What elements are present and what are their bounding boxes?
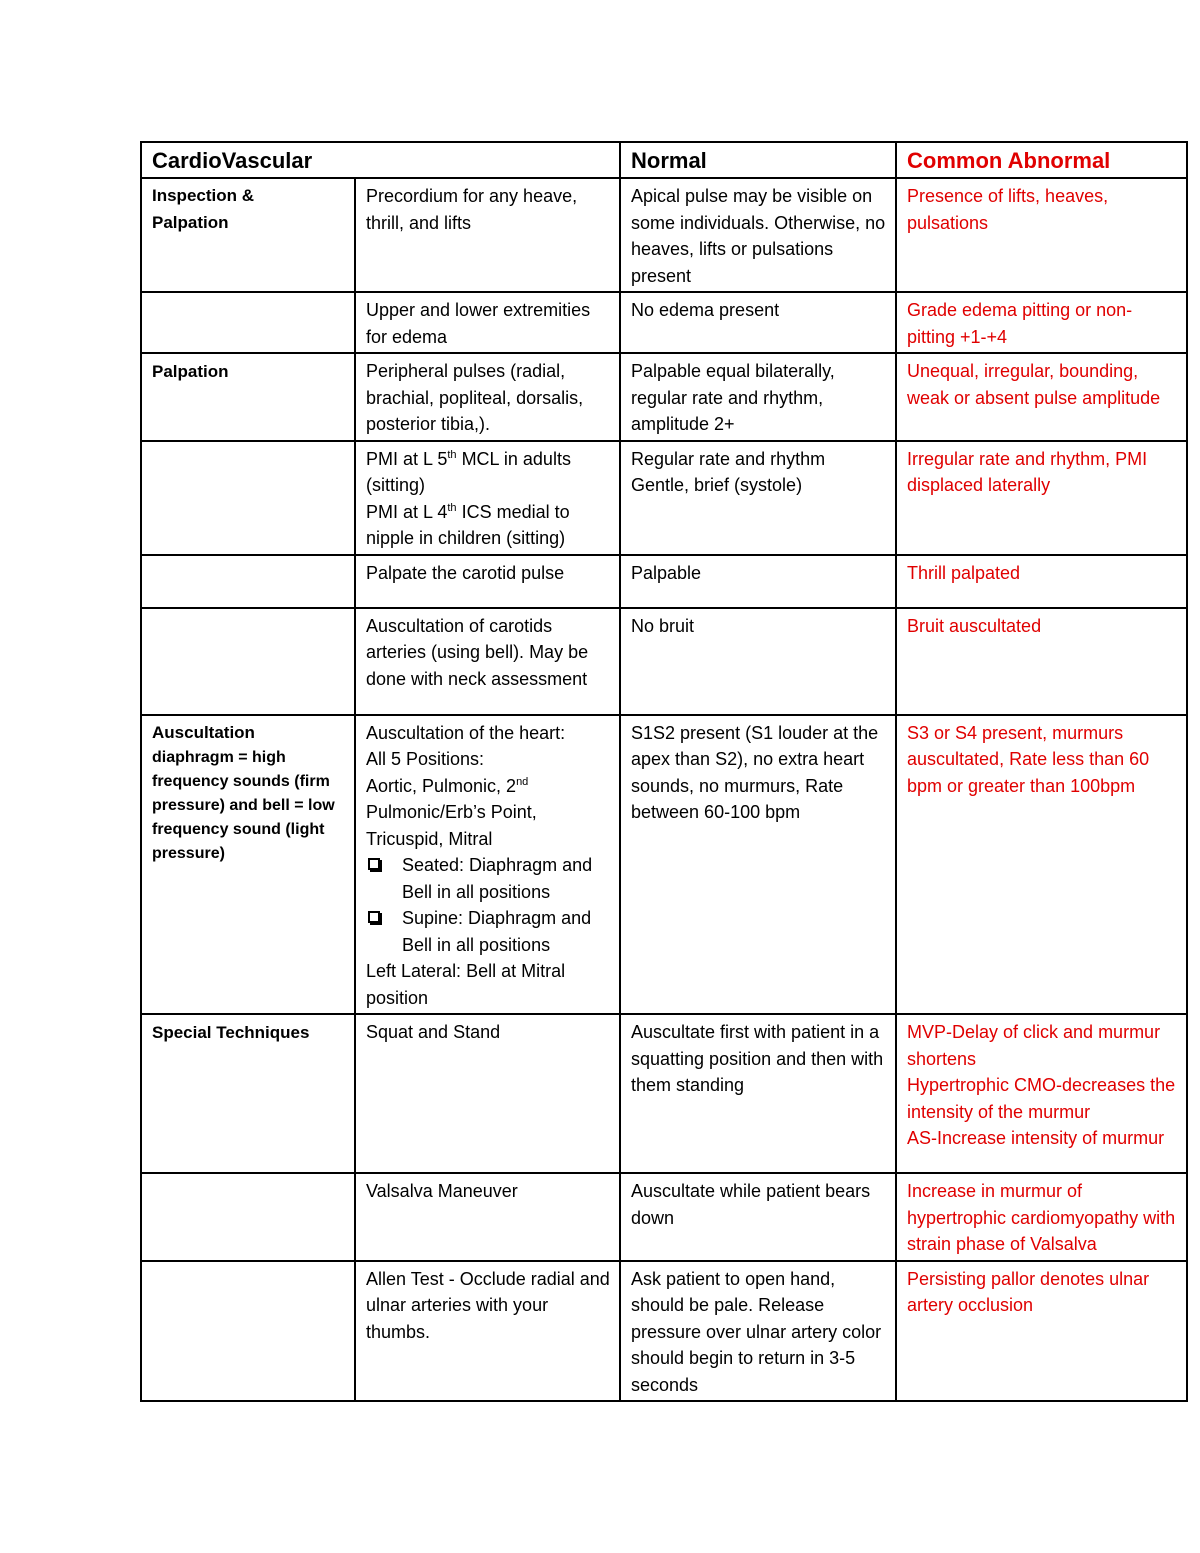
table-row	[141, 441, 1187, 555]
checkbox-icon	[368, 911, 380, 923]
row-technique	[355, 441, 620, 555]
checklist-item	[366, 905, 611, 958]
checklist-item	[366, 852, 611, 905]
technique-line: Auscultation of the heart:	[366, 722, 566, 743]
category-note: diaphragm = high frequency sounds (firm pressure) and bell = low frequency sound (light pressure)	[152, 749, 335, 862]
row-category	[141, 178, 355, 292]
table-row	[141, 715, 1187, 1015]
superscript: th	[447, 501, 457, 514]
table-row	[141, 555, 1187, 608]
checkbox-icon	[368, 858, 380, 870]
row-abnormal: Persisting pallor denotes ulnar artery occlusion	[896, 1261, 1187, 1402]
row-abnormal	[896, 1014, 1187, 1173]
table-row	[141, 1014, 1187, 1173]
row-normal: Palpable equal bilaterally, regular rate and rhythm, amplitude 2+	[620, 353, 896, 441]
normal-line: Gentle, brief (systole)	[631, 475, 803, 495]
abnormal-line: MVP-Delay of click and murmur shortens	[907, 1022, 1161, 1069]
positions-text-continued: Pulmonic/Erb’s Point, Tricuspid, Mitral	[366, 802, 537, 849]
table-row	[141, 178, 1187, 292]
row-normal: Ask patient to open hand, should be pale. Release pressure over ulnar artery color should begin to return in 3-5 seconds	[620, 1261, 896, 1402]
row-technique: Squat and Stand	[355, 1014, 620, 1173]
abnormal-line: AS-Increase intensity of murmur	[907, 1128, 1165, 1148]
technique-line: Left Lateral: Bell at Mitral position	[366, 961, 566, 1008]
row-normal: No edema present	[620, 292, 896, 353]
cardiovascular-assessment-table	[140, 141, 1188, 1402]
row-technique: Precordium for any heave, thrill, and lifts	[355, 178, 620, 292]
category-label-continued: Palpation	[152, 212, 229, 232]
pmi-adult-text-continued: MCL in adults (sitting)	[366, 448, 571, 495]
pmi-adult-text: PMI at L 5	[366, 448, 448, 469]
table-row	[141, 608, 1187, 715]
table-row	[141, 292, 1187, 353]
category-label: Palpation	[152, 362, 229, 381]
row-normal: Auscultate while patient bears down	[620, 1173, 896, 1261]
row-abnormal: Thrill palpated	[896, 555, 1187, 608]
table-row	[141, 353, 1187, 441]
table-header-row	[141, 142, 1187, 178]
technique-line: All 5 Positions:	[366, 749, 485, 769]
row-abnormal: Unequal, irregular, bounding, weak or absent pulse amplitude	[896, 353, 1187, 441]
pmi-child-text-continued: ICS medial to nipple in children (sitting)	[366, 501, 570, 548]
row-abnormal: Increase in murmur of hypertrophic cardiomyopathy with strain phase of Valsalva	[896, 1173, 1187, 1261]
category-label: Special Techniques	[152, 1023, 310, 1042]
row-normal: Palpable	[620, 555, 896, 608]
category-label: Auscultation	[152, 722, 255, 742]
row-technique: Peripheral pulses (radial, brachial, popliteal, dorsalis, posterior tibia,).	[355, 353, 620, 441]
row-abnormal: Irregular rate and rhythm, PMI displaced laterally	[896, 441, 1187, 555]
header-category: CardioVascular	[141, 142, 620, 178]
row-normal: Auscultate first with patient in a squatting position and then with them standing	[620, 1014, 896, 1173]
superscript: nd	[516, 775, 529, 788]
checklist-text: Supine: Diaphragm and Bell in all positions	[402, 908, 592, 955]
row-category	[141, 353, 355, 441]
row-normal: Apical pulse may be visible on some individuals. Otherwise, no heaves, lifts or pulsations present	[620, 178, 896, 292]
row-category	[141, 292, 355, 353]
row-technique: Upper and lower extremities for edema	[355, 292, 620, 353]
row-normal: S1S2 present (S1 louder at the apex than S2), no extra heart sounds, no murmurs, Rate between 60-100 bpm	[620, 715, 896, 1015]
row-category	[141, 1261, 355, 1402]
row-category	[141, 715, 355, 1015]
row-abnormal: Presence of lifts, heaves, pulsations	[896, 178, 1187, 292]
superscript: th	[447, 448, 457, 461]
row-technique: Allen Test - Occlude radial and ulnar arteries with your thumbs.	[355, 1261, 620, 1402]
pmi-child-text: PMI at L 4	[366, 501, 448, 522]
table-row	[141, 1261, 1187, 1402]
row-category	[141, 441, 355, 555]
header-normal: Normal	[620, 142, 896, 178]
row-technique: Valsalva Maneuver	[355, 1173, 620, 1261]
category-label: Inspection &	[152, 186, 255, 205]
row-category	[141, 1014, 355, 1173]
checklist-text: Seated: Diaphragm and Bell in all positions	[402, 855, 593, 902]
header-abnormal: Common Abnormal	[896, 142, 1187, 178]
row-abnormal: S3 or S4 present, murmurs auscultated, Rate less than 60 bpm or greater than 100bpm	[896, 715, 1187, 1015]
row-category	[141, 555, 355, 608]
normal-line: Regular rate and rhythm	[631, 448, 826, 469]
row-category	[141, 608, 355, 715]
row-abnormal: Bruit auscultated	[896, 608, 1187, 715]
row-abnormal: Grade edema pitting or non-pitting +1-+4	[896, 292, 1187, 353]
row-category	[141, 1173, 355, 1261]
row-technique: Palpate the carotid pulse	[355, 555, 620, 608]
row-technique	[355, 715, 620, 1015]
row-normal: No bruit	[620, 608, 896, 715]
abnormal-line: Hypertrophic CMO-decreases the intensity of the murmur	[907, 1075, 1176, 1122]
table-row	[141, 1173, 1187, 1261]
row-normal	[620, 441, 896, 555]
row-technique: Auscultation of carotids arteries (using bell). May be done with neck assessment	[355, 608, 620, 715]
positions-text: Aortic, Pulmonic, 2	[366, 775, 517, 796]
